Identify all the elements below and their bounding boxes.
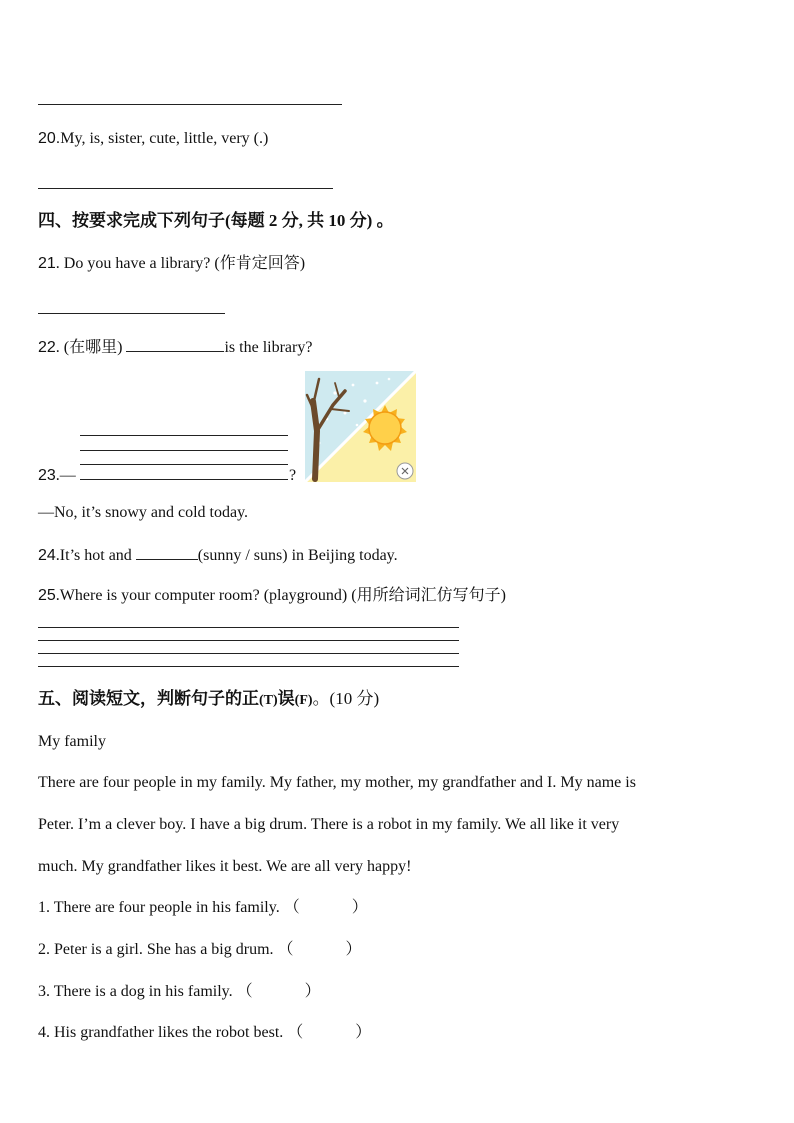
question-24 — [38, 545, 398, 566]
answer-line-23a — [80, 435, 288, 436]
heading-part: 五、阅读短文，判断句子的正 — [38, 689, 259, 708]
answer-paren-open[interactable]: （ — [236, 983, 253, 1000]
tf-item-1 — [38, 898, 368, 918]
question-25 — [38, 586, 506, 606]
answer-line-23c — [80, 464, 288, 465]
fill-blank-22[interactable] — [126, 337, 224, 352]
passage-line-1: There are four people in my family. My father, my mother, my grandfather and I. My name is — [38, 774, 636, 791]
question-23-answer: —No, it’s snowy and cold today. — [38, 504, 249, 521]
tf-item-text: 3. There is a dog in his family. — [38, 983, 233, 1000]
question-number: 24 — [38, 547, 56, 564]
question-dash: .— — [55, 467, 76, 484]
question-number: 21 — [38, 255, 56, 272]
answer-line-23d — [80, 479, 288, 480]
question-number: 25 — [38, 587, 56, 604]
heading-part: 误 — [277, 689, 295, 708]
question-text-end: (sunny / suns) in Beijing today. — [197, 547, 398, 564]
answer-paren-close[interactable]: ） — [351, 899, 368, 916]
tf-item-text: 1. There are four people in his family. — [38, 899, 280, 916]
question-text: .Where is your computer room? (playground) (用所给词汇仿写句子) — [55, 587, 506, 604]
section-4-heading: 四、按要求完成下列句子(每题 2 分, 共 10 分) 。 — [38, 211, 394, 230]
passage-line-2: Peter. I’m a clever boy. I have a big drum. There is a robot in my family. We all like it very — [38, 816, 620, 833]
answer-line-25d — [38, 666, 459, 667]
fill-blank-24[interactable] — [136, 545, 198, 560]
question-23-mark: ? — [289, 467, 297, 484]
section-5-heading — [38, 689, 379, 711]
heading-part: 。(10 分) — [312, 689, 380, 708]
answer-paren-close[interactable]: ） — [355, 1024, 372, 1041]
passage-line-3: much. My grandfather likes it best. We are all very happy! — [38, 858, 412, 875]
tf-item-4 — [38, 1023, 371, 1043]
tf-item-text: 2. Peter is a girl. She has a big drum. — [38, 941, 274, 958]
answer-line-25a — [38, 627, 459, 628]
answer-line-25b — [38, 640, 459, 641]
heading-true-mark: (T) — [259, 693, 278, 708]
tf-item-3 — [38, 982, 321, 1002]
tf-item-text: 4. His grandfather likes the robot best. — [38, 1024, 284, 1041]
answer-paren-close[interactable]: ） — [345, 941, 362, 958]
question-20 — [38, 129, 268, 149]
passage-title: My family — [38, 733, 106, 750]
answer-line-25c — [38, 653, 459, 654]
answer-paren-open[interactable]: （ — [277, 941, 294, 958]
answer-line-19 — [38, 104, 342, 105]
question-text-start: .It’s hot and — [55, 547, 136, 564]
question-number: 22 — [38, 339, 56, 356]
question-text-start: . (在哪里) — [55, 339, 127, 356]
answer-paren-open[interactable]: （ — [287, 1024, 304, 1041]
tf-item-2 — [38, 940, 362, 960]
answer-paren-close[interactable]: ） — [304, 983, 321, 1000]
question-number: 20. — [38, 130, 61, 147]
heading-false-mark: (F) — [294, 693, 313, 708]
question-text-end: is the library? — [224, 339, 313, 356]
close-icon[interactable] — [397, 463, 413, 479]
question-23-number — [38, 466, 76, 486]
question-number: 23 — [38, 467, 56, 484]
question-21 — [38, 254, 305, 274]
answer-line-21 — [38, 313, 225, 314]
question-text: . Do you have a library? (作肯定回答) — [55, 255, 306, 272]
answer-line-20 — [38, 188, 333, 189]
weather-picture — [305, 371, 416, 482]
answer-paren-open[interactable]: （ — [283, 899, 300, 916]
answer-line-23b — [80, 450, 288, 451]
question-22 — [38, 337, 312, 358]
question-text: My, is, sister, cute, little, very (.) — [60, 130, 269, 147]
